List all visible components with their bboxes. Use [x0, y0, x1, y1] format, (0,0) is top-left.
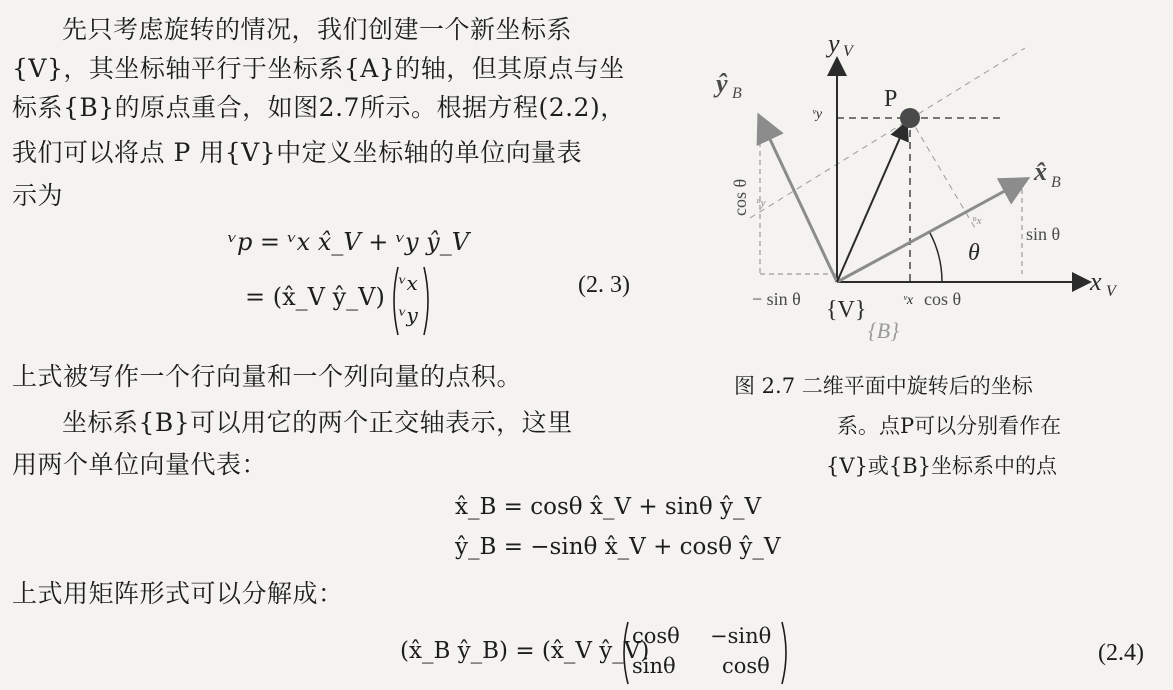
- label-sin-theta: sin θ: [1026, 224, 1061, 244]
- vector-p: [837, 124, 906, 282]
- para1-line5: 示为: [12, 181, 64, 210]
- para1-line3: 标系{B}的原点重合，如图2.7所示。根据方程(2.2)，: [12, 93, 626, 122]
- eq24-m12: −sinθ: [710, 624, 772, 648]
- para4: 上式用矩阵形式可以分解成：: [12, 579, 344, 608]
- label-yB-sub: B: [732, 85, 742, 102]
- xB-axis: [837, 180, 1025, 282]
- label-By: ᴮy: [756, 197, 766, 209]
- label-B-frame: {B}: [868, 318, 900, 343]
- label-vx: ᵛx: [903, 293, 914, 308]
- figure-caption-line3: {V}或{B}坐标系中的点: [826, 454, 1058, 478]
- para3-line1: 坐标系{B}可以用它的两个正交轴表示，这里: [62, 408, 573, 437]
- eq23-line1: ᵛp = ᵛx x̂_V + ᵛy ŷ_V: [228, 228, 470, 256]
- label-vy: ᵛy: [812, 107, 823, 122]
- eq23-vec-bottom: ᵛy: [399, 303, 418, 327]
- label-cos-theta-vert: cos θ: [730, 178, 750, 216]
- figure-caption-line2: 系。点P可以分别看作在: [837, 414, 1062, 438]
- para3-line2: 用两个单位向量代表：: [12, 450, 268, 479]
- figure-caption-line1: 图 2.7 二维平面中旋转后的坐标: [734, 374, 1033, 398]
- eq24-m21: sinθ: [632, 654, 676, 678]
- eq23-column-vector: [390, 265, 432, 337]
- label-neg-sin-theta: − sin θ: [752, 289, 801, 309]
- label-yB: ŷ: [716, 69, 728, 98]
- para1-line1: 先只考虑旋转的情况，我们创建一个新坐标系: [62, 15, 573, 44]
- yB-axis: [760, 118, 837, 282]
- eq-unit-line1: x̂_B = cosθ x̂_V + sinθ ŷ_V: [455, 494, 762, 520]
- point-p: [900, 108, 920, 128]
- label-theta: θ: [968, 240, 980, 266]
- eq-unit-line2: ŷ_B = −sinθ x̂_V + cosθ ŷ_V: [455, 534, 781, 560]
- eq23-vec-top: ᵛx: [399, 271, 418, 295]
- eq24-m22: cosθ: [722, 654, 770, 678]
- para1-line2: {V}，其坐标轴平行于坐标系{A}的轴，但其原点与坐: [12, 54, 625, 83]
- by-guide-line: [750, 48, 1025, 218]
- label-cos-theta: cos θ: [924, 289, 962, 309]
- para1-line4: 我们可以将点 P 用{V}中定义坐标轴的单位向量表: [12, 138, 583, 167]
- eq24-matrix: [620, 620, 790, 686]
- label-P: P: [884, 86, 898, 112]
- label-xV: x: [1090, 267, 1102, 296]
- label-Bx: ᴮx: [972, 215, 982, 227]
- eq24-m11: cosθ: [632, 624, 680, 648]
- eq24-left: (x̂_B ŷ_B) = (x̂_V ŷ_V): [400, 638, 650, 664]
- label-xB-sub: B: [1051, 174, 1061, 191]
- theta-arc: [930, 233, 942, 282]
- eq23-number: (2. 3): [578, 272, 630, 298]
- label-V-frame: {V}: [826, 297, 867, 323]
- para2: 上式被写作一个行向量和一个列向量的点积。: [12, 362, 523, 391]
- label-xB: x̂: [1034, 157, 1047, 186]
- label-yV-sub: V: [843, 43, 853, 60]
- label-yV: y: [828, 29, 840, 58]
- eq23-line2-left: = (x̂_V ŷ_V): [245, 283, 385, 311]
- label-xV-sub: V: [1106, 283, 1116, 300]
- figure-2-7-diagram: [700, 20, 1160, 360]
- eq24-number: (2.4): [1098, 640, 1144, 666]
